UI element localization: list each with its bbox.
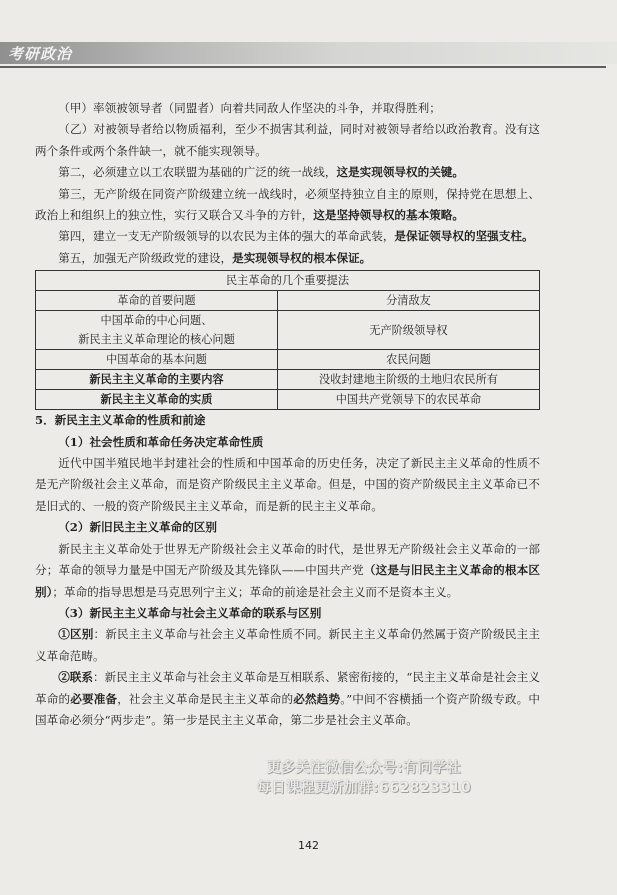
difference-label: ①区别 <box>58 627 94 642</box>
table-cell-right: 分清敌友 <box>277 291 539 311</box>
paragraph-third <box>35 184 540 227</box>
paragraph-yi: （乙）对被领导者给以物质福利，至少不损害其利益，同时对被领导者给以政治教育。没有这两个条件或两个条件缺一，就不能实现领导。 <box>35 122 540 158</box>
page-number: 142 <box>298 839 319 852</box>
header-rule <box>0 66 606 68</box>
table-cell-left <box>36 311 278 350</box>
connection-text: ：新民主主义革命与社会主义革命是互相联系、紧密衔接的，“民主主义革命是社会主义革命的 <box>35 670 540 706</box>
table-title: 民主革命的几个重要提法 <box>36 271 540 291</box>
connection-text: ，社会主义革命是民主主义革命的 <box>117 691 294 706</box>
paragraph-fifth <box>35 248 540 269</box>
third-text: 第三，无产阶级在同资产阶级建立统一战线时，必须坚持独立自主的原则，保持党在思想上、政治上和组织上的独立性，实行又联合又斗争的方针， <box>35 186 540 223</box>
new-old-text-end: ；革命的指导思想是马克思列宁主义；革命的前途是社会主义而不是资本主义。 <box>52 584 459 599</box>
header-title: 考研政治 <box>8 45 73 63</box>
paragraph-difference <box>35 624 540 667</box>
paragraph-fourth <box>35 226 540 247</box>
connection-label: ②联系 <box>58 670 94 685</box>
paragraph-nature: 近代中国半殖民地半封建社会的性质和中国革命的历史任务，决定了新民主主义革命的性质不是无产阶级社会主义革命，而是资产阶级民主主义革命。但是，中国的资产阶级民主主义革命已不是旧式的、一般的资产阶级民主主义革命，而是新的民主主义革命。 <box>35 456 540 513</box>
watermark-line-1: 更多关注微信公众号:有问学社 <box>266 760 462 776</box>
table-row <box>36 311 540 350</box>
table-cell-right: 中国共产党领导下的农民革命 <box>277 390 539 410</box>
table-cell-right: 无产阶级领导权 <box>277 311 539 350</box>
section-heading: 5．新民主主义革命的性质和前途 <box>35 413 206 428</box>
table-row <box>36 291 540 311</box>
fifth-text: 第五，加强无产阶级政党的建设， <box>58 250 233 265</box>
table-cell-left: 革命的首要问题 <box>36 291 278 311</box>
connection-emphasis: 必要准备 <box>70 691 118 706</box>
table-cell-left: 新民主主义革命的主要内容 <box>36 370 278 390</box>
table-cell-left: 中国革命的基本问题 <box>36 350 278 370</box>
table-cell-line: 新民主主义革命理论的核心问题 <box>78 333 235 347</box>
table-row <box>36 350 540 370</box>
subsection-heading: （1）社会性质和革命任务决定革命性质 <box>58 434 264 449</box>
page-content <box>35 98 540 731</box>
fifth-emphasis: 是实现领导权的根本保证。 <box>232 250 372 265</box>
table-row <box>36 370 540 390</box>
subsection-heading: （2）新旧民主主义革命的区别 <box>58 520 217 535</box>
paragraph-new-old <box>35 539 540 603</box>
table-cell-left: 新民主主义革命的实质 <box>36 390 278 410</box>
new-old-text: 新民主主义革命处于世界无产阶级社会主义革命的时代，是世界无产阶级社会主义革命的一部分；革命的领导力量是中国无产阶级及其先锋队——中国共产党 <box>35 541 540 578</box>
connection-emphasis: 必然趋势 <box>293 691 341 706</box>
connection-text-end: 。”中间不容横插一个资产阶级专政。中国革命必须分“两步走”。第一步是民主主义革命，第二步是社会主义革命。 <box>35 691 540 727</box>
table-cell-line: 中国革命的中心问题、 <box>100 314 213 328</box>
key-formulations-table <box>35 270 540 410</box>
fourth-text: 第四，建立一支无产阶级领导的以农民为主体的强大的革命武装， <box>58 229 395 244</box>
difference-text: ：新民主主义革命与社会主义革命性质不同。新民主主义革命仍然属于资产阶级民主主义革命范畴。 <box>35 627 540 663</box>
watermark-line-2: 每日课程更新加群:662823310 <box>256 780 472 796</box>
new-old-emphasis: （这是与旧民主主义革命的根本区别） <box>35 563 540 599</box>
paragraph-jia: （甲）率领被领导者（同盟者）向着共同敌人作坚决的斗争，并取得胜利； <box>58 101 441 115</box>
subsection-heading: （3）新民主主义革命与社会主义革命的联系与区别 <box>58 605 322 620</box>
table-row <box>36 390 540 410</box>
table-title-row <box>36 271 540 291</box>
table-cell-right: 农民问题 <box>277 350 539 370</box>
fourth-emphasis: 是保证领导权的坚强支柱。 <box>394 229 534 244</box>
header-band <box>0 42 617 64</box>
second-text: 第二，必须建立以工农联盟为基础的广泛的统一战线， <box>58 165 337 180</box>
paragraph-connection <box>35 667 540 731</box>
second-emphasis: 这是实现领导权的关键。 <box>336 165 464 180</box>
table-cell-right: 没收封建地主阶级的土地归农民所有 <box>277 370 539 390</box>
third-emphasis: 这是坚持领导权的基本策略。 <box>313 208 464 223</box>
paragraph-second <box>35 162 540 183</box>
